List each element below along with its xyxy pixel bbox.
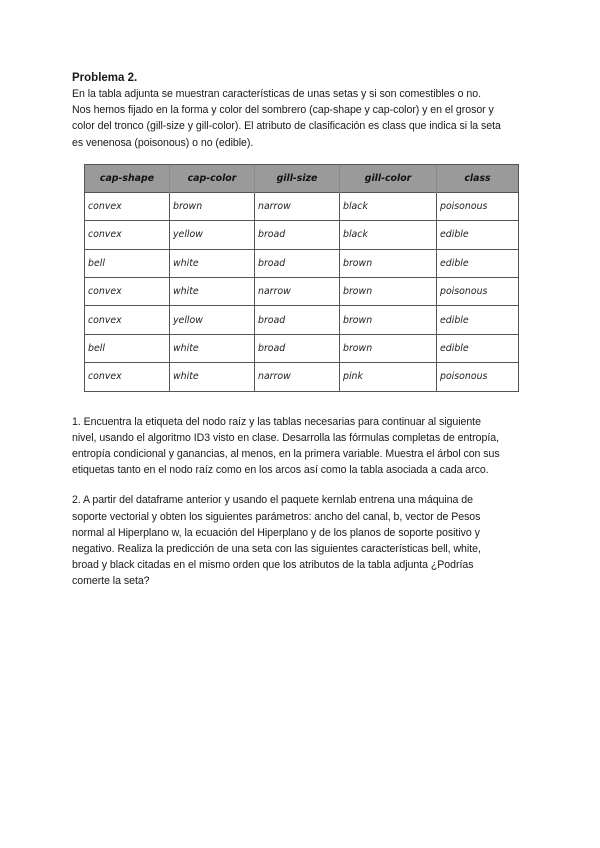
table-row — [85, 363, 519, 391]
table-cell: pink — [340, 363, 437, 391]
table-cell: yellow — [170, 221, 255, 249]
intro-line: color del tronco (gill-size y gill-color). El atributo de clasificación es class que indica si la seta — [72, 120, 501, 133]
header-gill-size: gill-size — [255, 164, 340, 192]
header-class: class — [437, 164, 519, 192]
header-cap-shape: cap-shape — [85, 164, 170, 192]
header-cap-color: cap-color — [170, 164, 255, 192]
table-cell: brown — [340, 334, 437, 362]
table-cell: white — [170, 277, 255, 305]
table-cell: brown — [340, 306, 437, 334]
table-row — [85, 306, 519, 334]
table-row — [85, 192, 519, 220]
table-cell: yellow — [170, 306, 255, 334]
table-cell: convex — [85, 192, 170, 220]
intro-line: Nos hemos fijado en la forma y color del sombrero (cap-shape y cap-color) y en el grosor y — [72, 104, 494, 117]
table-cell: narrow — [255, 363, 340, 391]
table-cell: convex — [85, 277, 170, 305]
table-cell: bell — [85, 334, 170, 362]
question-line: normal al Hiperplano w, la ecuación del Hiperplano y de los planos de soporte positivo y — [72, 526, 480, 539]
intro-line: En la tabla adjunta se muestran características de unas setas y si son comestibles o no. — [72, 88, 481, 100]
table-cell: edible — [437, 249, 519, 277]
question-line: broad y black citadas en el mismo orden que los atributos de la tabla adjunta ¿Podrías — [72, 559, 474, 572]
problem-title: Problema 2. — [72, 72, 138, 84]
intro-line: es venenosa (poisonous) o no (edible). — [72, 136, 254, 149]
table-cell: bell — [85, 249, 170, 277]
table-cell: poisonous — [437, 277, 519, 305]
table-header-row — [85, 164, 519, 192]
question-line: 2. A partir del dataframe anterior y usando el paquete kernlab entrena una máquina de — [72, 494, 473, 507]
table-cell: convex — [85, 306, 170, 334]
table-cell: white — [170, 334, 255, 362]
table-cell: poisonous — [437, 363, 519, 391]
question-line: negativo. Realiza la predicción de una seta con las siguientes características bell, white, — [72, 542, 481, 555]
table-cell: convex — [85, 221, 170, 249]
table-row — [85, 277, 519, 305]
mushroom-table — [84, 164, 519, 392]
table-cell: convex — [85, 363, 170, 391]
table-cell: white — [170, 363, 255, 391]
table-cell: broad — [255, 306, 340, 334]
question-2 — [72, 492, 532, 589]
table-cell: edible — [437, 334, 519, 362]
question-1 — [72, 414, 532, 479]
table-cell: brown — [340, 277, 437, 305]
table-row — [85, 334, 519, 362]
table-cell: brown — [170, 192, 255, 220]
table-row — [85, 221, 519, 249]
table-cell: edible — [437, 306, 519, 334]
table-cell: white — [170, 249, 255, 277]
question-line: 1. Encuentra la etiqueta del nodo raíz y las tablas necesarias para continuar al siguiente — [72, 415, 481, 428]
header-gill-color: gill-color — [340, 164, 437, 192]
table-cell: edible — [437, 221, 519, 249]
table-cell: narrow — [255, 192, 340, 220]
document-page — [72, 70, 532, 590]
question-line: soporte vectorial y obten los siguientes parámetros: ancho del canal, b, vector de Pesos — [72, 510, 481, 523]
table-row — [85, 249, 519, 277]
table-cell: brown — [340, 249, 437, 277]
table-cell: narrow — [255, 277, 340, 305]
table-cell: black — [340, 192, 437, 220]
intro-paragraph — [72, 86, 532, 151]
table-cell: poisonous — [437, 192, 519, 220]
table-cell: broad — [255, 334, 340, 362]
table-cell: broad — [255, 249, 340, 277]
table-cell: black — [340, 221, 437, 249]
question-line: comerte la seta? — [72, 575, 150, 588]
question-line: nivel, usando el algoritmo ID3 visto en clase. Desarrolla las fórmulas completas de entropía, — [72, 431, 499, 444]
mushroom-table-container — [84, 164, 518, 392]
table-cell: broad — [255, 221, 340, 249]
question-line: etiquetas tanto en el nodo raíz como en los arcos así como la tabla asociada a cada arco. — [72, 464, 489, 477]
question-line: entropía condicional y ganancias, al menos, en la primera variable. Muestra el árbol con sus — [72, 447, 500, 460]
questions-section — [72, 414, 532, 590]
